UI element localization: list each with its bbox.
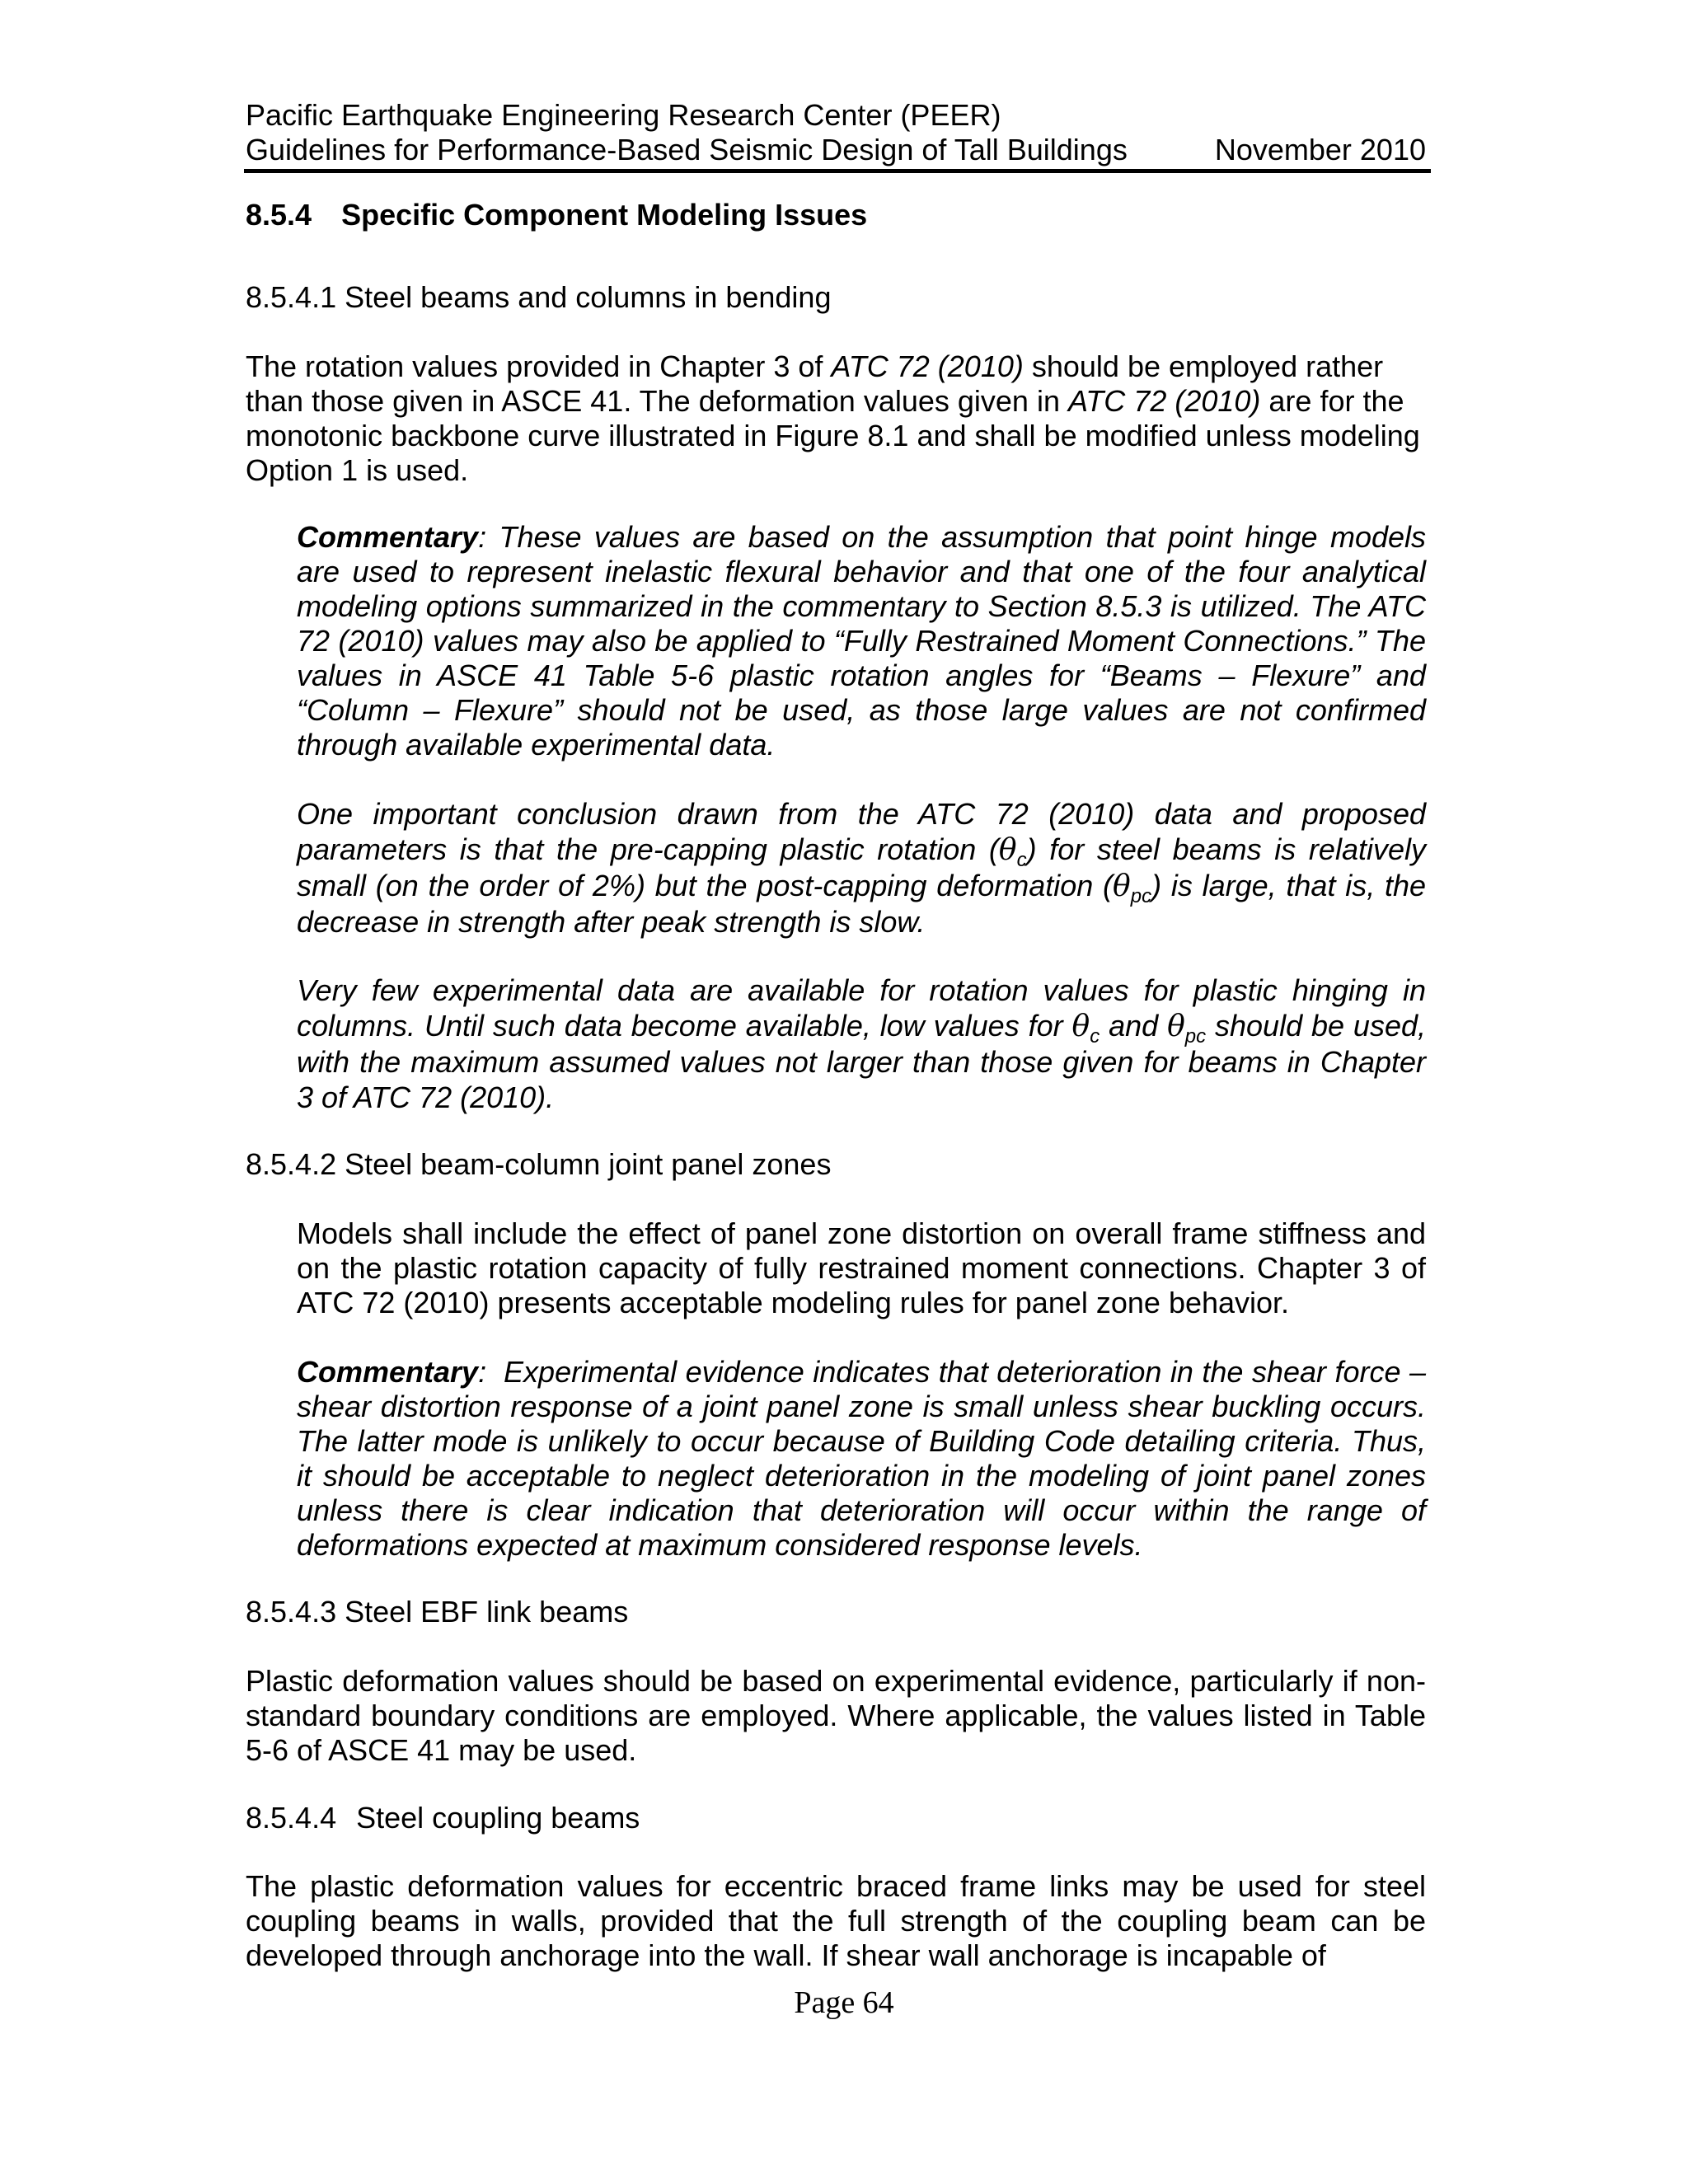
text-run: One important conclusion drawn from the ATC 72 (2010) data and proposed parameters is that the pre-capping plastic rotation ( bbox=[297, 797, 1426, 866]
commentary-text: : These values are based on the assumption that point hinge models are used to represent inelastic flexural behavior and that one of the four analytical modeling options summarized in the commentary to Section 8.5.3 is utilized. The ATC 72 (2010) values may also be applied to “Fully Restrained Moment Connections.” The values in ASCE 41 Table 5-6 plastic rotation angles for “Beams – Flexure” and “Column – Flexure” should not be used, as those large values are not confirmed through available experimental data. bbox=[297, 520, 1426, 762]
commentary-label: Commentary bbox=[297, 1355, 479, 1389]
paragraph-rotation-values bbox=[246, 349, 1426, 488]
text-run: should be used, with the maximum assumed values not larger than those given for beams in Chapter 3 of ATC 72 (2010). bbox=[297, 1009, 1426, 1114]
text-run: should be employed rather than those given in ASCE 41. The deformation values given in bbox=[246, 349, 1384, 418]
subsection-heading-8543: 8.5.4.3 Steel EBF link beams bbox=[246, 1595, 629, 1629]
theta-c-symbol bbox=[1071, 1009, 1100, 1047]
commentary-point-hinge bbox=[297, 520, 1426, 762]
commentary-label: Commentary bbox=[297, 520, 479, 554]
subsection-heading-8541: 8.5.4.1 Steel beams and columns in bending bbox=[246, 280, 832, 314]
page-number: Page 64 bbox=[794, 1985, 894, 2020]
text-run: The rotation values provided in Chapter 3 of bbox=[246, 349, 832, 383]
theta-glyph: θ bbox=[1167, 1010, 1185, 1043]
section-title: Specific Component Modeling Issues bbox=[341, 198, 868, 232]
paragraph-ebf-link: Plastic deformation values should be based on experimental evidence, particularly if non-standard boundary conditions are employed. Where applicable, the values listed in Table 5-6 of ASCE 41 may be used. bbox=[246, 1664, 1426, 1767]
commentary-columns bbox=[297, 972, 1426, 1115]
commentary-panel-zone bbox=[297, 1355, 1426, 1563]
subsection-heading-8544 bbox=[246, 1801, 1426, 1835]
running-header-org: Pacific Earthquake Engineering Research Center (PEER) bbox=[246, 98, 1001, 132]
text-run: ) for steel beams is relatively small (on the order of 2%) but the post-capping deformation ( bbox=[297, 832, 1426, 902]
text-run: are for the monotonic backbone curve illustrated in Figure 8.1 and shall be modified unless modeling Option 1 is used. bbox=[246, 384, 1420, 487]
commentary-conclusion bbox=[297, 796, 1426, 940]
subscript-pc: pc bbox=[1184, 1025, 1207, 1047]
citation-atc72: ATC 72 (2010) bbox=[831, 349, 1024, 383]
running-header-doc-title: Guidelines for Performance-Based Seismic Design of Tall Buildings bbox=[246, 133, 1128, 166]
subscript-c: c bbox=[1016, 849, 1027, 871]
paragraph-panel-zone: Models shall include the effect of panel zone distortion on overall frame stiffness and on the plastic rotation capacity of fully restrained moment connections. Chapter 3 of ATC 72 (2010) presents acceptable modeling rules for panel zone behavior. bbox=[297, 1216, 1426, 1319]
subscript-c: c bbox=[1090, 1025, 1100, 1047]
theta-glyph: θ bbox=[1113, 869, 1131, 903]
running-header-date: November 2010 bbox=[1214, 133, 1426, 166]
theta-glyph: θ bbox=[998, 833, 1017, 867]
citation-atc72: ATC 72 (2010) bbox=[1067, 384, 1261, 418]
text-run: Very few experimental data are available for rotation values for plastic hinging in columns. Until such data become available, low values for bbox=[297, 973, 1426, 1043]
subsection-heading-8542: 8.5.4.2 Steel beam-column joint panel zones bbox=[246, 1147, 832, 1181]
subsection-title: Steel coupling beams bbox=[356, 1801, 640, 1835]
section-number: 8.5.4 bbox=[246, 198, 312, 232]
theta-pc-symbol bbox=[1113, 869, 1152, 907]
theta-glyph: θ bbox=[1071, 1010, 1090, 1043]
text-run: : bbox=[478, 1355, 487, 1389]
paragraph-coupling-beams: The plastic deformation values for eccentric braced frame links may be used for steel coupling beams in walls, provided that the full strength of the coupling beam can be developed through anchorage into the wall. If shear wall anchorage is incapable of bbox=[246, 1869, 1426, 1972]
header-rule bbox=[244, 169, 1431, 173]
running-header-title-line bbox=[246, 132, 1426, 168]
text-run: and bbox=[1100, 1009, 1168, 1043]
commentary-text: Experimental evidence indicates that deterioration in the shear force – shear distortion response of a joint panel zone is small unless shear buckling occurs. The latter mode is unlikely to occur because of Building Code detailing criteria. Thus, it should be acceptable to neglect deterioration in the modeling of joint panel zones unless there is clear indication that deterioration will occur within the range of deformations expected at maximum considered response levels. bbox=[297, 1355, 1426, 1562]
text-run: ) is large, that is, the decrease in strength after peak strength is slow. bbox=[297, 869, 1427, 939]
subscript-pc: pc bbox=[1130, 885, 1152, 907]
theta-c-symbol bbox=[998, 832, 1027, 871]
section-heading bbox=[246, 198, 1426, 232]
theta-pc-symbol bbox=[1167, 1009, 1207, 1047]
subsection-number: 8.5.4.4 bbox=[246, 1801, 337, 1835]
